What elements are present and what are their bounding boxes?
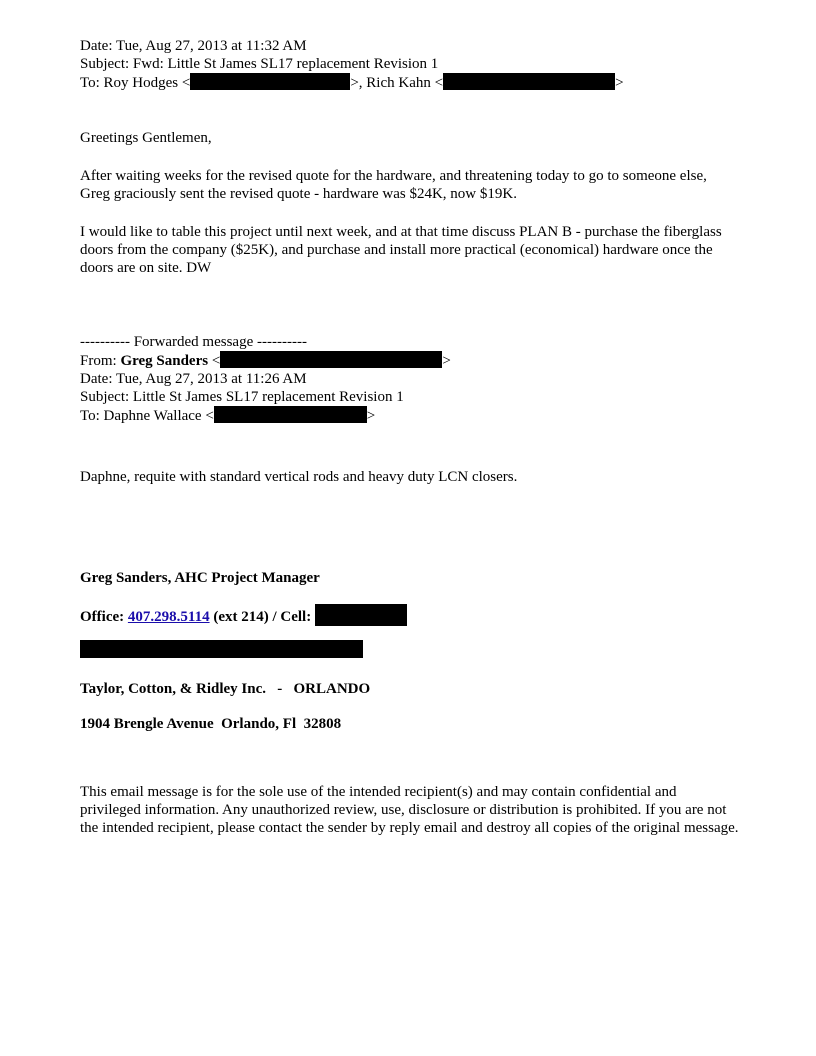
greeting: Greetings Gentlemen, (80, 130, 212, 146)
forward-message: Daphne, requite with standard vertical rods and heavy duty LCN closers. (80, 469, 518, 485)
forward-separator: ---------- Forwarded message ---------- (80, 334, 307, 350)
signature-address: 1904 Brengle Avenue Orlando, Fl 32808 (80, 716, 342, 732)
forward-subject: Subject: Little St James SL17 replacement Revision 1 (80, 389, 404, 405)
from-label: From: (80, 353, 121, 369)
signature-name-title: Greg Sanders, AHC Project Manager (80, 570, 320, 586)
signature-company: Taylor, Cotton, & Ridley Inc. - ORLANDO (80, 681, 371, 697)
forward-to-suffix: > (366, 408, 376, 424)
email-document (80, 37, 740, 837)
to-middle: >, Rich Kahn < (350, 75, 444, 91)
forward-from (80, 351, 740, 370)
paragraph-2: I would like to table this project until next week, and at that time discuss PLAN B - purchase the fiberglass doors from the company ($25K), and purchase and install more practical (economical) hardware once the doors are on site. DW (80, 224, 722, 276)
from-close: > (442, 353, 451, 369)
redacted-email (190, 73, 350, 90)
forward-date: Date: Tue, Aug 27, 2013 at 11:26 AM (80, 371, 307, 387)
redacted-email (443, 73, 615, 90)
office-phone-link[interactable]: 407.298.5114 (127, 609, 210, 625)
redacted-cell-number (315, 604, 407, 626)
signature-office (80, 604, 740, 628)
from-open: < (208, 353, 221, 369)
to-prefix: To: Roy Hodges < (80, 75, 191, 91)
redacted-text (80, 640, 363, 658)
header-subject: Subject: Fwd: Little St James SL17 replacement Revision 1 (80, 56, 439, 72)
redacted-email (214, 406, 367, 423)
ext-cell-label: (ext 214) / Cell: (209, 609, 315, 625)
from-name: Greg Sanders (120, 353, 209, 369)
forward-to (80, 406, 740, 425)
forward-to-prefix: To: Daphne Wallace < (80, 408, 214, 424)
disclaimer: This email message is for the sole use of the intended recipient(s) and may contain confidential and privileged information. Any unauthorized review, use, disclosure or distribution is prohibited. If you are not the intended recipient, please contact the sender by reply email and destroy all copies of the original message. (80, 784, 739, 836)
paragraph-1: After waiting weeks for the revised quote for the hardware, and threatening today to go to someone else, Greg graciously sent the revised quote - hardware was $24K, now $19K. (80, 168, 707, 202)
redacted-email (220, 351, 442, 368)
header-to (80, 73, 740, 92)
header-date: Date: Tue, Aug 27, 2013 at 11:32 AM (80, 38, 307, 54)
to-suffix: > (615, 75, 624, 91)
office-label: Office: (80, 609, 128, 625)
signature-redacted-line (80, 640, 740, 663)
